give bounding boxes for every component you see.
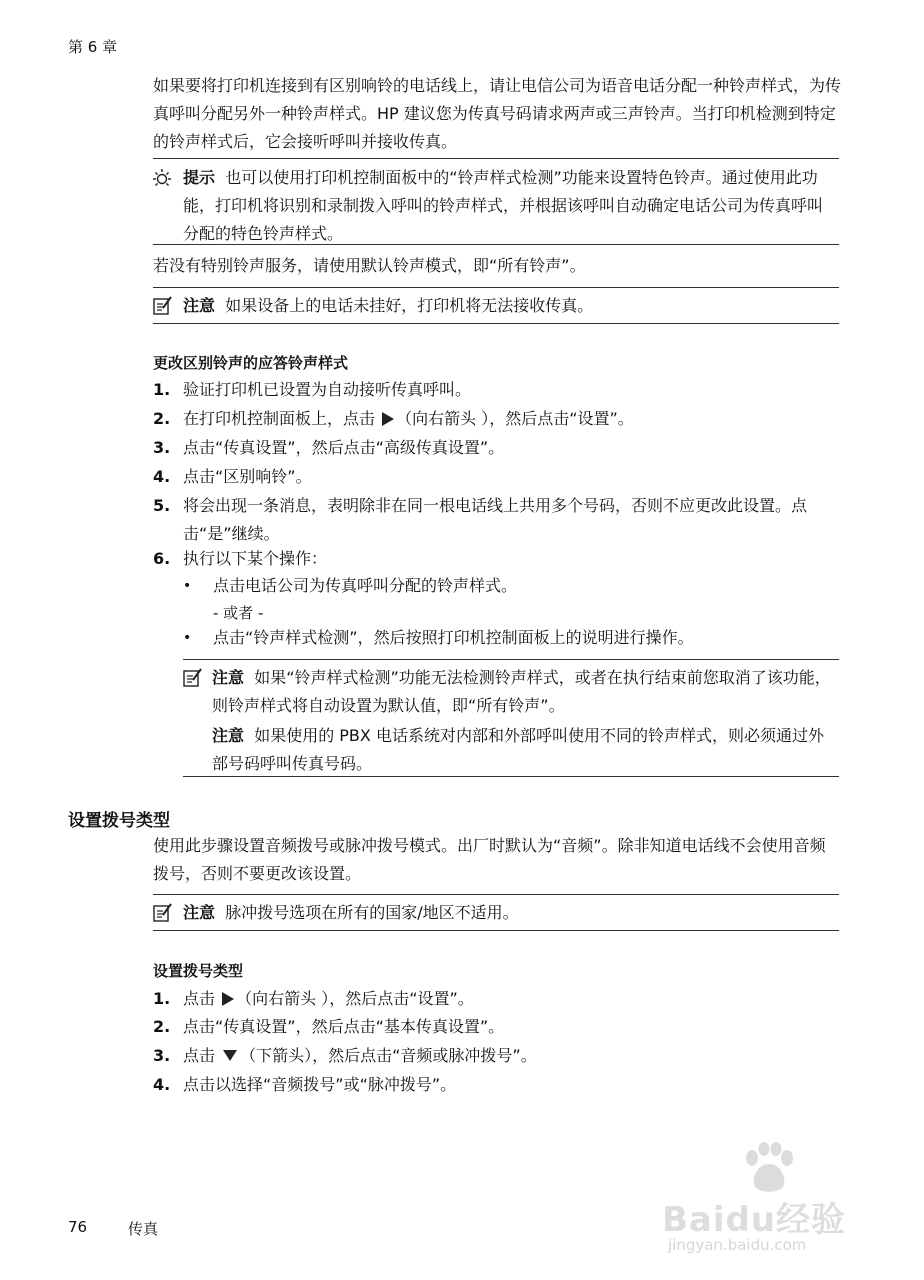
footer-section: 传真 <box>128 1220 159 1238</box>
step-text-post: （下箭头），然后点击“音频或脉冲拨号”。 <box>240 1046 537 1065</box>
step-number: 1. <box>153 989 171 1008</box>
bullet-item-1: 点击电话公司为传真呼叫分配的铃声样式。 <box>213 576 518 595</box>
note4-bottom-rule <box>153 930 839 931</box>
intro-paragraph: 如果要将打印机连接到有区别响铃的电话线上，请让电信公司为语音电话分配一种铃声样式，为传真呼叫分配另外一种铃声样式。HP 建议您为传真号码请求两声或三声铃声。当打印机检测到特定的铃声样式后，它会接听呼叫并接收传真。 <box>153 76 842 151</box>
note3-body: 如果使用的 PBX 电话系统对内部和外部呼叫使用不同的铃声样式，则必须通过外部号码呼叫传真号码。 <box>212 726 824 773</box>
note2-body: 如果“铃声样式检测”功能无法检测铃声样式，或者在执行结束前您取消了该功能，则铃声样式将自动设置为默认值，即“所有铃声”。 <box>212 668 831 715</box>
step-text <box>183 405 838 433</box>
bullet-mark: • <box>183 630 192 646</box>
tip-label: 提示 <box>183 168 216 187</box>
right-arrow-icon <box>382 412 394 426</box>
lightbulb-icon <box>151 167 173 193</box>
bullet-mark: • <box>183 578 192 594</box>
step-number: 5. <box>153 496 171 515</box>
tip-body: 也可以使用打印机控制面板中的“铃声样式检测”功能来设置特色铃声。通过使用此功能，打印机将识别和录制拨入呼叫的铃声样式，并根据该呼叫自动确定电话公司为传真呼叫分配的特色铃声样式。 <box>183 168 824 243</box>
step-text: 将会出现一条消息，表明除非在同一根电话线上共用多个号码，否则不应更改此设置。点击“是”继续。 <box>183 496 808 543</box>
step-text: 执行以下某个操作： <box>183 549 328 568</box>
step-number: 2. <box>153 409 171 428</box>
default-ring-text: 若没有特别铃声服务，请使用默认铃声模式，即“所有铃声”。 <box>153 256 586 275</box>
watermark-brand: Baidu经验 <box>662 1200 847 1240</box>
section2-heading: 设置拨号类型 <box>153 962 244 980</box>
note4-body: 脉冲拨号选项在所有的国家/地区不适用。 <box>225 903 519 922</box>
note3-text <box>212 722 836 778</box>
step-text: 点击“传真设置”，然后点击“高级传真设置”。 <box>183 438 505 457</box>
step-text-pre: 点击 <box>183 1046 216 1065</box>
paw-logo-icon <box>740 1142 798 1194</box>
step-text-pre: 点击 <box>183 989 216 1008</box>
step-number: 3. <box>153 438 171 457</box>
step-text: 点击“区别响铃”。 <box>183 467 312 486</box>
note1-bottom-rule <box>153 323 839 324</box>
step-number: 2. <box>153 1017 171 1036</box>
step-text <box>183 985 838 1013</box>
tip-top-rule <box>153 158 839 159</box>
step-text: 点击以选择“音频拨号”或“脉冲拨号”。 <box>183 1075 457 1094</box>
page-number: 76 <box>68 1218 88 1236</box>
note3-label: 注意 <box>212 726 245 745</box>
note-icon <box>152 902 174 928</box>
note2-label: 注意 <box>212 668 245 687</box>
chapter-header: 第 6 章 <box>68 38 118 56</box>
section2-title: 设置拨号类型 <box>68 811 170 831</box>
step-number: 3. <box>153 1046 171 1065</box>
note2-top-rule <box>183 659 839 660</box>
section2-intro: 使用此步骤设置音频拨号或脉冲拨号模式。出厂时默认为“音频”。除非知道电话线不会使用音频拨号，否则不要更改该设置。 <box>153 836 826 883</box>
down-arrow-icon <box>223 1050 237 1061</box>
step-text: 点击“传真设置”，然后点击“基本传真设置”。 <box>183 1017 505 1036</box>
baidu-watermark <box>662 1140 872 1260</box>
step-text-post: （向右箭头 ），然后点击“设置”。 <box>396 409 634 428</box>
note3-bottom-rule <box>183 776 839 777</box>
step-text <box>183 1042 838 1070</box>
right-arrow-icon <box>222 992 234 1006</box>
watermark-url: jingyan.baidu.com <box>668 1236 807 1254</box>
note2-text <box>212 664 836 720</box>
step-text-pre: 在打印机控制面板上，点击 <box>183 409 376 428</box>
note4-text <box>183 899 833 927</box>
step-number: 4. <box>153 1075 171 1094</box>
step-text: 验证打印机已设置为自动接听传真呼叫。 <box>183 380 472 399</box>
step-number: 6. <box>153 549 171 568</box>
or-separator: - 或者 - <box>213 604 264 622</box>
step-number: 1. <box>153 380 171 399</box>
note4-label: 注意 <box>183 903 216 922</box>
section1-heading: 更改区别铃声的应答铃声样式 <box>153 354 349 372</box>
step-text-post: （向右箭头 ），然后点击“设置”。 <box>236 989 474 1008</box>
note1-label: 注意 <box>183 296 216 315</box>
note4-top-rule <box>153 894 839 895</box>
tip-bottom-rule <box>153 244 839 245</box>
note-icon <box>182 667 204 693</box>
note1-text <box>183 292 833 320</box>
note-icon <box>152 295 174 321</box>
note1-body: 如果设备上的电话未挂好，打印机将无法接收传真。 <box>225 296 594 315</box>
note1-top-rule <box>153 287 839 288</box>
tip-text <box>183 164 833 248</box>
step-number: 4. <box>153 467 171 486</box>
bullet-item-2: 点击“铃声样式检测”，然后按照打印机控制面板上的说明进行操作。 <box>213 628 694 647</box>
